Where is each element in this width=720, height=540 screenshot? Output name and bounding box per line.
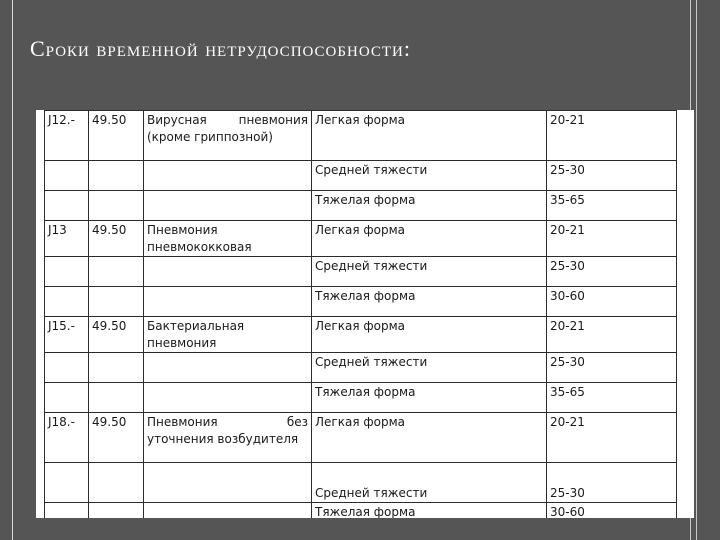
- icd-code-cell: [45, 161, 89, 191]
- days-cell: 20-21: [547, 413, 677, 463]
- diagnosis-cell: [144, 257, 312, 287]
- severity-cell: Средней тяжести: [312, 161, 547, 191]
- diagnosis-cell: Пневмония пневмококковая: [144, 221, 312, 257]
- code-cell: [89, 191, 144, 221]
- icd-code-cell: [45, 257, 89, 287]
- code-cell: 49.50: [89, 221, 144, 257]
- diagnosis-cell: [144, 191, 312, 221]
- diagnosis-cell: Пневмония без уточнения возбудителя: [144, 413, 312, 463]
- icd-code-cell: J12.-: [45, 111, 89, 161]
- table-row: [45, 287, 677, 317]
- days-cell: 20-21: [547, 111, 677, 161]
- severity-cell: Легкая форма: [312, 111, 547, 161]
- table-row: [45, 161, 677, 191]
- code-cell: 49.50: [89, 317, 144, 353]
- table-row: [45, 413, 677, 463]
- days-cell: 30-60: [547, 287, 677, 317]
- days-cell: 35-65: [547, 191, 677, 221]
- sick-leave-table: [44, 110, 677, 518]
- table-row: [45, 257, 677, 287]
- diagnosis-cell: [144, 287, 312, 317]
- days-cell: 25-30: [547, 463, 677, 503]
- days-cell: 20-21: [547, 221, 677, 257]
- severity-cell: Тяжелая форма: [312, 503, 547, 519]
- code-cell: 49.50: [89, 413, 144, 463]
- icd-code-cell: J13: [45, 221, 89, 257]
- icd-code-cell: [45, 191, 89, 221]
- table-row: [45, 191, 677, 221]
- table-row: [45, 383, 677, 413]
- severity-cell: Тяжелая форма: [312, 383, 547, 413]
- icd-code-cell: [45, 287, 89, 317]
- days-cell: 25-30: [547, 161, 677, 191]
- diagnosis-cell: Бактериальная пневмония: [144, 317, 312, 353]
- code-cell: [89, 463, 144, 503]
- diagnosis-cell: [144, 463, 312, 503]
- diagnosis-cell: [144, 503, 312, 519]
- severity-cell: Легкая форма: [312, 317, 547, 353]
- document-image: [36, 110, 694, 518]
- table-row: [45, 503, 677, 519]
- slide-border-left: [12, 0, 13, 540]
- severity-cell: Тяжелая форма: [312, 191, 547, 221]
- icd-code-cell: J18.-: [45, 413, 89, 463]
- table-row: [45, 221, 677, 257]
- severity-cell: Легкая форма: [312, 221, 547, 257]
- diagnosis-cell: [144, 161, 312, 191]
- severity-cell: Средней тяжести: [312, 257, 547, 287]
- days-cell: 20-21: [547, 317, 677, 353]
- diagnosis-cell: [144, 353, 312, 383]
- icd-code-cell: [45, 383, 89, 413]
- code-cell: [89, 383, 144, 413]
- icd-code-cell: [45, 353, 89, 383]
- days-cell: 35-65: [547, 383, 677, 413]
- table-row: [45, 317, 677, 353]
- code-cell: [89, 353, 144, 383]
- diagnosis-cell: Вирусная пневмония (кроме гриппозной): [144, 111, 312, 161]
- days-cell: 25-30: [547, 353, 677, 383]
- code-cell: [89, 161, 144, 191]
- code-cell: [89, 257, 144, 287]
- icd-code-cell: [45, 503, 89, 519]
- days-cell: 25-30: [547, 257, 677, 287]
- code-cell: [89, 503, 144, 519]
- severity-cell: Тяжелая форма: [312, 287, 547, 317]
- code-cell: [89, 287, 144, 317]
- diagnosis-cell: [144, 383, 312, 413]
- table-row: [45, 463, 677, 503]
- severity-cell: Средней тяжести: [312, 353, 547, 383]
- icd-code-cell: [45, 463, 89, 503]
- table-row: [45, 353, 677, 383]
- code-cell: 49.50: [89, 111, 144, 161]
- icd-code-cell: J15.-: [45, 317, 89, 353]
- slide-title: Сроки временной нетрудоспособности:: [30, 36, 411, 61]
- days-cell: 30-60: [547, 503, 677, 519]
- slide-border-right-outer: [696, 0, 697, 540]
- severity-cell: Средней тяжести: [312, 463, 547, 503]
- severity-cell: Легкая форма: [312, 413, 547, 463]
- table-row: [45, 111, 677, 161]
